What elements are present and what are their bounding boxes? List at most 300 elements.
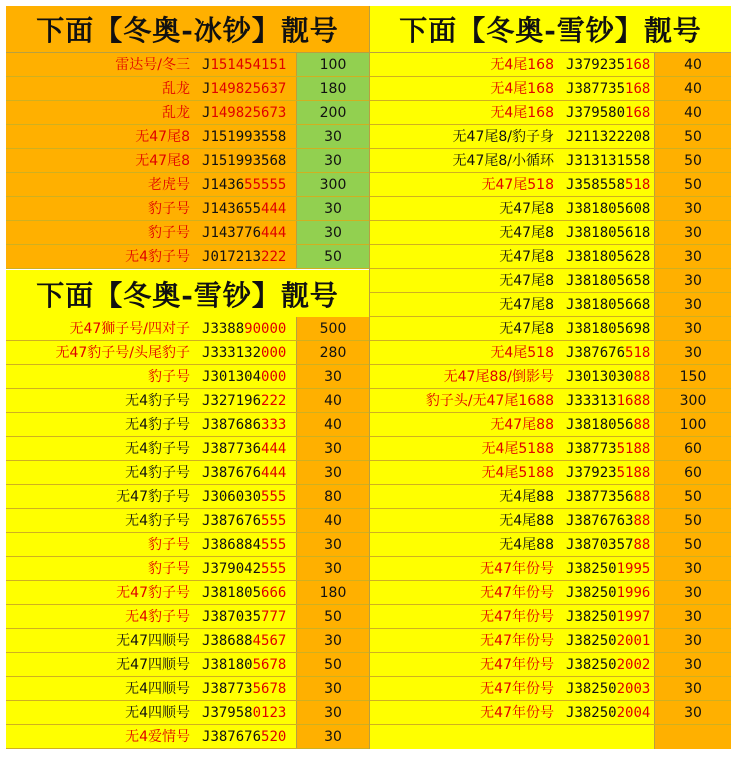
price-value: 40 [324, 393, 342, 409]
number-plain: 387676 [574, 345, 626, 361]
number-plain: 37923 [574, 465, 617, 481]
price-value: 30 [324, 465, 342, 481]
price-value: 180 [319, 81, 347, 97]
price-cell [296, 509, 369, 532]
row-label: 豹子号 [148, 225, 190, 241]
row-label: 无4爱情号 [125, 729, 190, 745]
label-cell [6, 245, 196, 268]
label-cell [370, 677, 560, 700]
price-value: 30 [684, 585, 702, 601]
price-cell [296, 461, 369, 484]
row-label: 无4豹子号 [125, 441, 190, 457]
price-cell [654, 413, 731, 436]
number-plain: 211322208 [574, 129, 651, 145]
label-cell [370, 509, 560, 532]
number-cell [196, 413, 296, 436]
price-cell [654, 677, 731, 700]
label-cell [370, 581, 560, 604]
label-cell [6, 53, 196, 76]
row-label: 无47年份号 [480, 681, 554, 697]
price-cell [654, 77, 731, 100]
price-value: 40 [324, 513, 342, 529]
table-row [370, 461, 731, 485]
row-label: 无47四顺号 [116, 657, 190, 673]
price-value: 40 [684, 57, 702, 73]
number-highlight: 149825673 [210, 105, 287, 121]
table-body [6, 53, 369, 269]
label-cell [370, 629, 560, 652]
number-prefix: J [566, 177, 575, 193]
price-cell [296, 101, 369, 124]
label-cell [6, 557, 196, 580]
table-row [370, 653, 731, 677]
number-cell [196, 77, 296, 100]
number-plain: 381805628 [574, 249, 651, 265]
row-label: 无47尾8 [499, 297, 554, 313]
row-label: 无47豹子号 [116, 585, 190, 601]
number-highlight: 4567 [252, 633, 287, 649]
row-label: 无4尾88 [499, 537, 554, 553]
number-cell [560, 533, 654, 556]
price-value: 180 [319, 585, 347, 601]
table-row [6, 509, 369, 533]
table-row [370, 389, 731, 413]
table-row [6, 701, 369, 725]
label-cell [6, 509, 196, 532]
price-value: 30 [324, 225, 342, 241]
price-cell [654, 149, 731, 172]
row-label: 无47四顺号 [116, 633, 190, 649]
number-prefix: J [566, 297, 575, 313]
label-cell [370, 485, 560, 508]
price-value: 30 [324, 705, 342, 721]
number-plain: 38250 [574, 705, 617, 721]
number-prefix: J [566, 585, 575, 601]
price-value: 30 [324, 441, 342, 457]
number-prefix: J [566, 489, 575, 505]
number-plain: 38250 [574, 561, 617, 577]
number-highlight: 555 [261, 561, 287, 577]
row-label: 无47尾8 [499, 225, 554, 241]
price-value: 30 [684, 705, 702, 721]
row-label: 无47年份号 [480, 633, 554, 649]
price-cell [654, 341, 731, 364]
number-cell [196, 365, 296, 388]
number-plain: 381805658 [574, 273, 651, 289]
number-plain: 3870357 [574, 537, 634, 553]
number-cell [196, 101, 296, 124]
label-cell [370, 173, 560, 196]
price-cell [296, 701, 369, 724]
number-highlight: 5188 [616, 465, 651, 481]
number-prefix: J [202, 441, 211, 457]
number-plain: 38250 [574, 633, 617, 649]
table-row [370, 173, 731, 197]
row-label: 无47尾8 [135, 129, 190, 145]
price-cell [296, 173, 369, 196]
label-cell [6, 341, 196, 364]
label-cell [370, 365, 560, 388]
number-highlight: 168 [625, 105, 651, 121]
table-body [370, 53, 731, 725]
number-cell [560, 509, 654, 532]
number-prefix: J [202, 201, 211, 217]
number-plain: 381805618 [574, 225, 651, 241]
number-cell [196, 149, 296, 172]
number-prefix: J [566, 129, 575, 145]
number-plain: 381805668 [574, 297, 651, 313]
number-prefix: J [566, 441, 575, 457]
number-plain: 3876763 [574, 513, 634, 529]
number-cell [560, 125, 654, 148]
price-cell [296, 485, 369, 508]
number-prefix: J [566, 81, 575, 97]
row-label: 无4尾168 [490, 57, 554, 73]
number-prefix: J [566, 561, 575, 577]
price-cell [654, 221, 731, 244]
number-highlight: 5188 [616, 441, 651, 457]
price-value: 50 [684, 177, 702, 193]
number-plain: 3818056 [574, 417, 634, 433]
table-row [6, 149, 369, 173]
price-cell [654, 293, 731, 316]
row-label: 无47尾88/倒影号 [443, 369, 554, 385]
row-label: 豹子号 [148, 369, 190, 385]
number-prefix: J [202, 681, 211, 697]
number-plain: 387676 [210, 465, 262, 481]
price-cell [296, 653, 369, 676]
table-row [370, 317, 731, 341]
number-cell [196, 437, 296, 460]
number-prefix: J [202, 729, 211, 745]
number-prefix: J [566, 57, 575, 73]
price-cell [296, 533, 369, 556]
number-prefix: J [566, 249, 575, 265]
number-cell [560, 677, 654, 700]
price-cell [296, 197, 369, 220]
number-highlight: 1995 [616, 561, 651, 577]
price-value: 40 [684, 105, 702, 121]
number-plain: 387735 [574, 81, 626, 97]
number-cell [560, 437, 654, 460]
number-prefix: J [202, 465, 211, 481]
label-cell [370, 701, 560, 724]
number-plain: 379042 [210, 561, 262, 577]
number-cell [560, 389, 654, 412]
label-cell [370, 389, 560, 412]
label-cell [370, 653, 560, 676]
table-row [6, 245, 369, 269]
number-prefix: J [566, 609, 575, 625]
number-plain: 333132 [210, 345, 262, 361]
number-cell [196, 341, 296, 364]
number-cell [196, 461, 296, 484]
number-cell [560, 653, 654, 676]
row-label: 无47尾8 [499, 249, 554, 265]
label-cell [6, 125, 196, 148]
table-row [370, 149, 731, 173]
label-cell [370, 125, 560, 148]
number-plain: 3388 [210, 321, 245, 337]
price-cell [654, 629, 731, 652]
number-prefix: J [202, 105, 211, 121]
number-highlight: 55555 [244, 177, 287, 193]
row-label: 无47尾8 [499, 273, 554, 289]
table-row [370, 701, 731, 725]
number-plain: 38180 [210, 657, 253, 673]
price-cell [296, 221, 369, 244]
label-cell [6, 485, 196, 508]
price-value: 300 [679, 393, 707, 409]
price-cell [654, 485, 731, 508]
label-cell [370, 245, 560, 268]
number-highlight: 444 [261, 201, 287, 217]
number-plain: 387686 [210, 417, 262, 433]
price-cell [654, 197, 731, 220]
number-cell [196, 53, 296, 76]
number-prefix: J [202, 705, 211, 721]
price-value: 30 [684, 345, 702, 361]
number-cell [196, 533, 296, 556]
label-cell [6, 77, 196, 100]
number-highlight: 88 [633, 513, 651, 529]
row-label: 无47年份号 [480, 609, 554, 625]
price-value: 30 [684, 561, 702, 577]
row-label: 无47年份号 [480, 705, 554, 721]
number-prefix: J [202, 81, 211, 97]
table-row [6, 341, 369, 365]
label-cell [370, 605, 560, 628]
label-cell [6, 317, 196, 340]
price-value: 30 [684, 609, 702, 625]
price-cell [296, 389, 369, 412]
number-highlight: 000 [261, 369, 287, 385]
table-row [6, 437, 369, 461]
label-cell [370, 221, 560, 244]
price-cell [296, 725, 369, 748]
price-value: 60 [684, 441, 702, 457]
number-highlight: 444 [261, 465, 287, 481]
label-cell [370, 53, 560, 76]
price-value: 300 [319, 177, 347, 193]
panel-snow-notes-right [369, 6, 731, 749]
number-cell [196, 197, 296, 220]
number-highlight: 168 [625, 57, 651, 73]
panel-title: 下面【冬奥-雪钞】靓号 [370, 6, 731, 53]
empty-row [370, 725, 731, 749]
label-cell [370, 461, 560, 484]
number-plain: 381805608 [574, 201, 651, 217]
row-label: 无4四顺号 [125, 681, 190, 697]
number-highlight: 5678 [252, 657, 287, 673]
table-row [6, 677, 369, 701]
row-label: 老虎号 [148, 177, 190, 193]
number-plain: 38250 [574, 609, 617, 625]
number-plain: 37958 [210, 705, 253, 721]
number-prefix: J [566, 105, 575, 121]
number-plain: 381805698 [574, 321, 651, 337]
number-prefix: J [202, 561, 211, 577]
table-row [370, 269, 731, 293]
table-row [370, 341, 731, 365]
number-prefix: J [202, 57, 211, 73]
number-prefix: J [202, 249, 211, 265]
table-row [370, 485, 731, 509]
number-highlight: 555 [261, 513, 287, 529]
number-cell [196, 629, 296, 652]
label-cell [370, 557, 560, 580]
number-highlight: 520 [261, 729, 287, 745]
label-cell [6, 437, 196, 460]
label-cell [6, 629, 196, 652]
price-value: 60 [684, 465, 702, 481]
number-plain: 313131558 [574, 153, 651, 169]
number-cell [196, 485, 296, 508]
number-highlight: 88 [633, 537, 651, 553]
price-cell [654, 389, 731, 412]
price-value: 30 [684, 225, 702, 241]
number-cell [560, 485, 654, 508]
number-highlight: 666 [261, 585, 287, 601]
price-cell [296, 677, 369, 700]
label-cell [370, 149, 560, 172]
label-cell [6, 149, 196, 172]
number-prefix: J [202, 633, 211, 649]
number-prefix: J [202, 513, 211, 529]
price-value: 30 [684, 297, 702, 313]
number-highlight: 555 [261, 489, 287, 505]
number-cell [560, 365, 654, 388]
table-row [6, 725, 369, 749]
number-prefix: J [566, 417, 575, 433]
price-value: 500 [319, 321, 347, 337]
number-prefix: J [202, 393, 211, 409]
number-plain: 387035 [210, 609, 262, 625]
row-label: 无47年份号 [480, 657, 554, 673]
label-cell [370, 197, 560, 220]
number-plain: 301304 [210, 369, 262, 385]
table-row [370, 413, 731, 437]
panel-ice-notes [6, 6, 369, 269]
number-cell [196, 125, 296, 148]
number-prefix: J [566, 153, 575, 169]
label-cell [6, 725, 196, 748]
number-prefix: J [566, 705, 575, 721]
table-row [6, 653, 369, 677]
row-label: 无4尾518 [490, 345, 554, 361]
price-cell [296, 605, 369, 628]
number-highlight: 149825637 [210, 81, 287, 97]
price-value: 30 [324, 369, 342, 385]
row-label: 无4尾5188 [481, 465, 554, 481]
number-plain: 1436 [210, 177, 245, 193]
number-prefix: J [202, 177, 211, 193]
row-label: 无47狮子号/四对子 [69, 321, 190, 337]
row-label: 无4四顺号 [125, 705, 190, 721]
number-highlight: 222 [261, 249, 287, 265]
row-label: 无4尾88 [499, 489, 554, 505]
number-prefix: J [202, 129, 211, 145]
label-cell [6, 173, 196, 196]
number-plain: 387676 [210, 513, 262, 529]
label-cell [370, 317, 560, 340]
table-row [370, 245, 731, 269]
label-cell [6, 389, 196, 412]
table-row [6, 413, 369, 437]
price-cell [654, 365, 731, 388]
number-highlight: 2002 [616, 657, 651, 673]
row-label: 豹子号 [148, 537, 190, 553]
price-value: 30 [684, 321, 702, 337]
number-cell [560, 701, 654, 724]
price-cell [654, 125, 731, 148]
number-prefix: J [202, 153, 211, 169]
row-label: 乱龙 [162, 105, 190, 121]
number-plain: 38250 [574, 681, 617, 697]
price-value: 50 [684, 153, 702, 169]
price-cell [296, 437, 369, 460]
number-plain: 379235 [574, 57, 626, 73]
price-value: 50 [684, 513, 702, 529]
label-cell [6, 461, 196, 484]
number-cell [560, 269, 654, 292]
number-plain: 379580 [574, 105, 626, 121]
number-prefix: J [202, 345, 211, 361]
number-prefix: J [566, 225, 575, 241]
price-value: 30 [324, 129, 342, 145]
price-cell [654, 509, 731, 532]
row-label: 无4豹子号 [125, 393, 190, 409]
price-value: 50 [324, 609, 342, 625]
number-highlight: 444 [261, 225, 287, 241]
number-prefix: J [566, 465, 575, 481]
table-row [370, 533, 731, 557]
table-row [370, 101, 731, 125]
number-highlight: 000 [261, 345, 287, 361]
number-plain: 387736 [210, 441, 262, 457]
number-prefix: J [566, 393, 575, 409]
price-cell [654, 317, 731, 340]
label-cell [370, 101, 560, 124]
number-plain: 381805 [210, 585, 262, 601]
table-row [370, 629, 731, 653]
number-cell [560, 317, 654, 340]
row-label: 乱龙 [162, 81, 190, 97]
table-row [6, 53, 369, 77]
table-row [370, 53, 731, 77]
row-label: 无4尾5188 [481, 441, 554, 457]
row-label: 无47尾8 [499, 321, 554, 337]
number-cell [196, 389, 296, 412]
number-highlight: 518 [625, 345, 651, 361]
number-prefix: J [202, 609, 211, 625]
table-row [6, 317, 369, 341]
number-plain: 306030 [210, 489, 262, 505]
price-value: 30 [324, 561, 342, 577]
table-row [6, 485, 369, 509]
label-cell [6, 677, 196, 700]
table-row [6, 221, 369, 245]
number-plain: 151993558 [210, 129, 287, 145]
number-prefix: J [566, 633, 575, 649]
price-value: 40 [684, 81, 702, 97]
number-cell [196, 653, 296, 676]
number-prefix: J [202, 225, 211, 241]
price-cell [296, 149, 369, 172]
row-label: 无47尾8/小循环 [452, 153, 554, 169]
row-label: 无47豹子号/头尾豹子 [55, 345, 190, 361]
price-value: 80 [324, 489, 342, 505]
